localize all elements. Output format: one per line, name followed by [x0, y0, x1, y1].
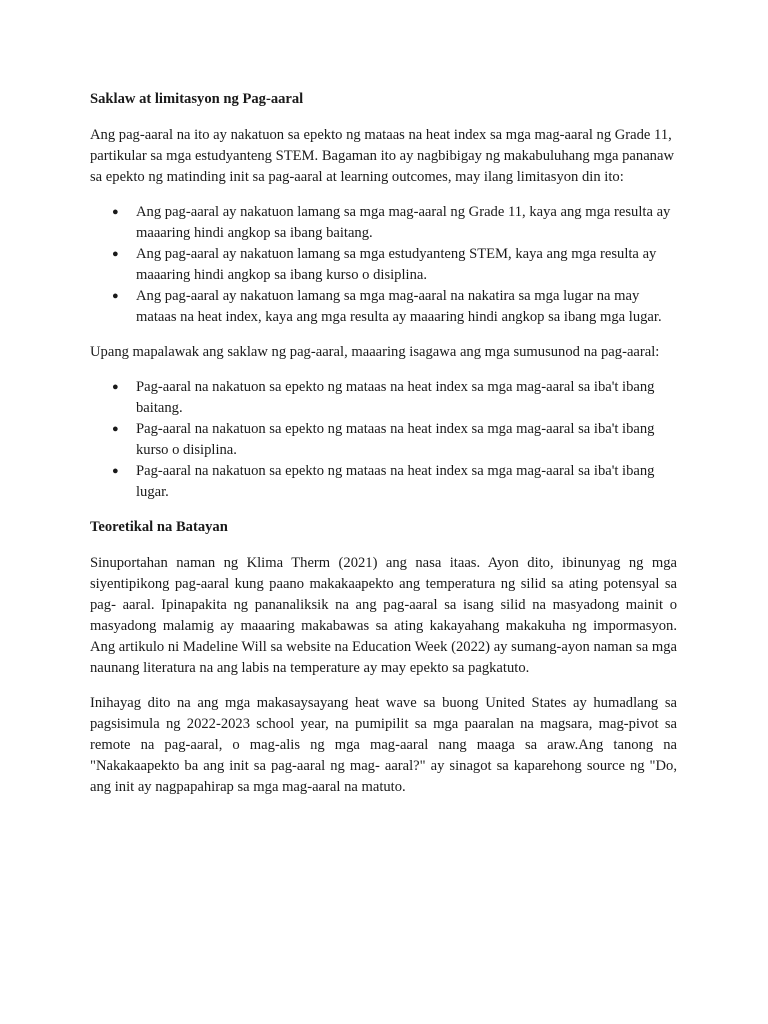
section-heading-teoretikal: Teoretikal na Batayan	[90, 519, 228, 535]
list-item	[112, 461, 677, 503]
intro-paragraph: Ang pag-aaral na ito ay nakatuon sa epekto ng mataas na heat index sa mga mag-aaral ng Grade 11, partikular sa mga estudyanteng STEM. Bagaman ito ay nagbibigay ng makabuluhang mga pananaw sa epekto ng matinding init sa pag-aaral at learning outcomes, may ilang limitasyon din ito:	[90, 127, 674, 185]
bullet-icon: ●	[112, 423, 119, 435]
suggestions-list	[90, 377, 677, 503]
body-paragraph: Sinuportahan naman ng Klima Therm (2021) ang nasa itaas. Ayon dito, ibinunyag ng mga siyentipikong pag-aaral kung paano makakaapekto ang temperatura ng silid sa ating potensyal sa pag- aaral. Ipinapakita ng pananaliksik na ang pag-aaral sa isang silid na masyadong mainit o masyadong malamig ay maaaring makabawas sa ating kakayahang makakuha ng impormasyon. Ang artikulo ni Madeline Will sa website na Education Week (2022) ay sumang-ayon naman sa mga naunang literatura na ang labis na temperature ay may epekto sa pagkatuto.	[90, 555, 677, 676]
list-item	[112, 419, 677, 461]
limitations-list	[90, 202, 677, 328]
expand-intro-paragraph: Upang mapalawak ang saklaw ng pag-aaral, maaaring isagawa ang mga sumusunod na pag-aaral:	[90, 344, 660, 360]
list-item-text: Pag-aaral na nakatuon sa epekto ng mataas na heat index sa mga mag-aaral sa iba't ibang lugar.	[136, 463, 655, 500]
list-item-text: Ang pag-aaral ay nakatuon lamang sa mga estudyanteng STEM, kaya ang mga resulta ay maaaring hindi angkop sa ibang kurso o disiplina.	[136, 246, 657, 283]
list-item	[112, 244, 677, 286]
list-item	[112, 377, 677, 419]
list-item-text: Pag-aaral na nakatuon sa epekto ng mataas na heat index sa mga mag-aaral sa iba't ibang baitang.	[136, 379, 655, 416]
bullet-icon: ●	[112, 381, 119, 393]
bullet-icon: ●	[112, 248, 119, 260]
bullet-icon: ●	[112, 290, 119, 302]
list-item-text: Pag-aaral na nakatuon sa epekto ng mataas na heat index sa mga mag-aaral sa iba't ibang kurso o disiplina.	[136, 421, 655, 458]
list-item	[112, 286, 677, 328]
bullet-icon: ●	[112, 465, 119, 477]
list-item-text: Ang pag-aaral ay nakatuon lamang sa mga mag-aaral na nakatira sa mga lugar na may mataas na heat index, kaya ang mga resulta ay maaaring hindi angkop sa ibang mga lugar.	[136, 288, 662, 325]
section-heading-saklaw: Saklaw at limitasyon ng Pag-aaral	[90, 91, 304, 107]
list-item	[112, 202, 677, 244]
body-paragraph: Inihayag dito na ang mga makasaysayang heat wave sa buong United States ay humadlang sa pagsisimula ng 2022-2023 school year, na pumipilit sa mga paaralan na magsara, mag-pivot sa remote na pag-aaral, o mag-alis ng mga mag-aaral nang maaga sa araw.Ang tanong na "Nakakaapekto ba ang init sa pag-aaral ng mag- aaral?" ay sinagot sa kaparehong source ng "Do, ang init ay nagpapahirap sa mga mag-aaral na matuto.	[90, 695, 677, 795]
bullet-icon: ●	[112, 206, 119, 218]
list-item-text: Ang pag-aaral ay nakatuon lamang sa mga mag-aaral ng Grade 11, kaya ang mga resulta ay maaaring hindi angkop sa ibang baitang.	[136, 204, 671, 241]
